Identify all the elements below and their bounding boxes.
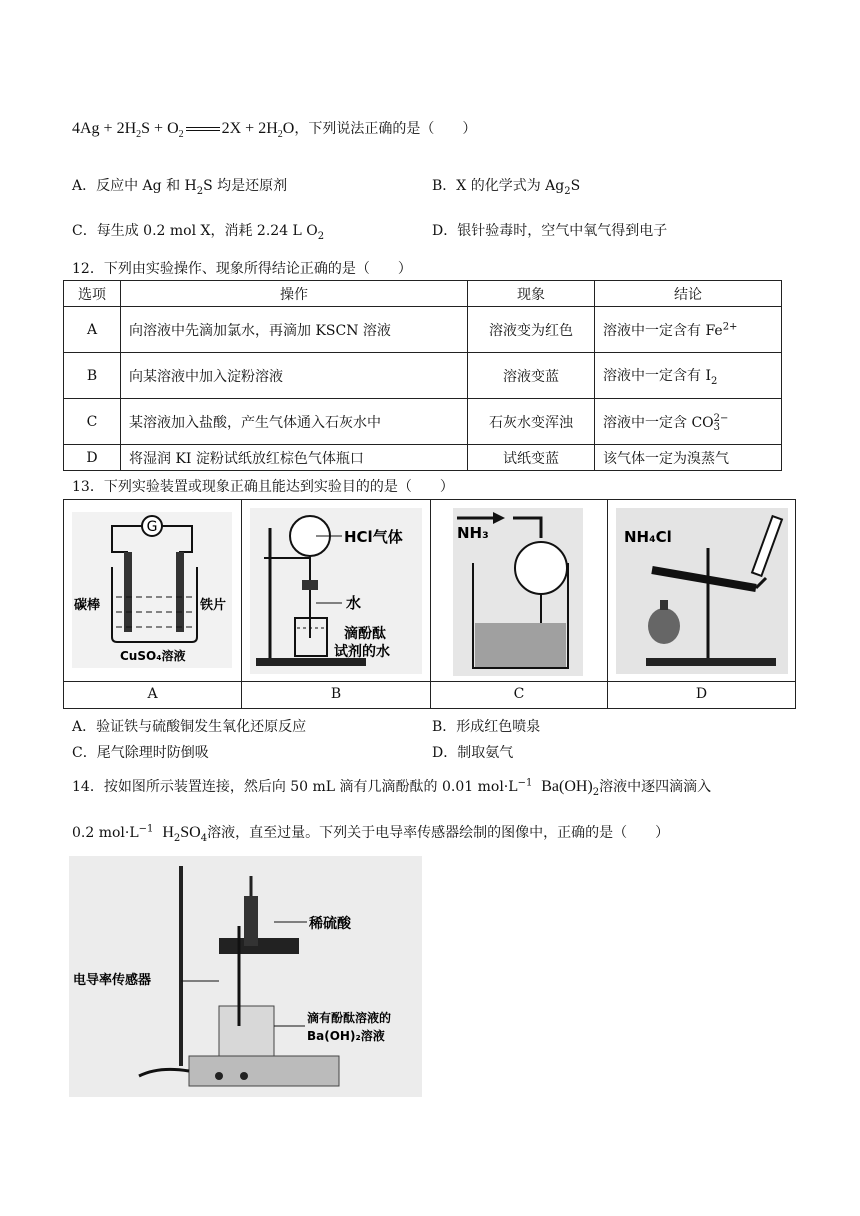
cell-operation: 向某溶液中加入淀粉溶液: [121, 353, 468, 399]
solution-label-1: 滴有酚酞溶液的: [307, 1011, 392, 1025]
q11-option-b: B．X 的化学式为 $Ag_2S$: [432, 178, 581, 197]
q11-option-a: A．反应中 Ag 和 $H_2S$ 均是还原剂: [72, 178, 288, 197]
cell-option: D: [64, 445, 121, 471]
q13-figure-grid: [63, 499, 796, 709]
solution-label-2: Ba(OH)₂溶液: [307, 1029, 385, 1043]
nh3-label: NH₃: [457, 524, 489, 542]
q14-stem-line1: 14．按如图所示装置连接，然后向 50 mL 滴有几滴酚酞的 0.01 $mol\cdot L^{-1}$ $Ba(OH)_2$溶液中逐四滴滴入: [72, 777, 712, 798]
table-row: [64, 445, 782, 471]
header-cell: 结论: [595, 281, 782, 307]
figure-label-c: C: [513, 686, 525, 702]
q13-stem: 13．下列实验装置或现象正确且能达到实验目的的是（ ）: [72, 479, 454, 495]
cell-option: A: [64, 307, 121, 353]
hcl-gas-label: HCl气体: [344, 528, 403, 546]
phenolphthalein-label-1: 滴酚酞: [344, 626, 386, 642]
cell-option: B: [64, 353, 121, 399]
cell-phenomenon: 溶液变蓝: [468, 353, 595, 399]
table-row: [64, 353, 782, 399]
sensor-label: 电导率传感器: [73, 973, 152, 988]
header-cell: 操作: [121, 281, 468, 307]
header-cell: 现象: [468, 281, 595, 307]
cell-conclusion: 溶液中一定含有 $I_2$: [595, 353, 782, 399]
q13-option-d: D．制取氨气: [432, 745, 514, 761]
q14-apparatus-photo: [69, 856, 422, 1097]
equals-arrow-icon: [186, 127, 220, 131]
table-header-row: [64, 281, 782, 307]
cell-operation: 某溶液加入盐酸，产生气体通入石灰水中: [121, 399, 468, 445]
cell-conclusion: 溶液中一定含有 $Fe^{2+}$: [595, 307, 782, 353]
q11-option-d: D．银针验毒时，空气中氧气得到电子: [432, 223, 668, 239]
q13-option-a: A．验证铁与硫酸铜发生氧化还原反应: [72, 719, 307, 735]
q14-stem-line2: 0.2 $mol\cdot L^{-1}$ $H_2SO_4$溶液，直至过量。下列关于电导率传感器绘制的图像中，正确的是（ ）: [72, 823, 670, 844]
galvanometer-label: G: [146, 519, 158, 535]
cell-conclusion: 溶液中一定含 CO2− 3: [595, 399, 782, 445]
cell-operation: 向溶液中先滴加氯水，再滴加 KSCN 溶液: [121, 307, 468, 353]
table-row: [64, 307, 782, 353]
q13-option-b: B．形成红色喷泉: [432, 719, 541, 735]
cell-phenomenon: 试纸变蓝: [468, 445, 595, 471]
header-cell: 选项: [64, 281, 121, 307]
cell-option: C: [64, 399, 121, 445]
figure-a-apparatus: [72, 512, 232, 668]
q11-option-c: C．每生成 0.2 mol X，消耗 2.24 L $O_2$: [72, 223, 325, 242]
cell-phenomenon: 石灰水变浑浊: [468, 399, 595, 445]
q11-equation: $4Ag + 2H_2S + O_2$ $2X + 2H_2O$，下列说法正确的是（ ）: [72, 120, 477, 141]
cell-conclusion: 该气体一定为溴蒸气: [595, 445, 782, 471]
iron-sheet-label: 铁片: [200, 598, 227, 613]
table-row: [64, 399, 782, 445]
carbon-rod-label: 碳棒: [74, 598, 101, 613]
arrow-right-icon: [493, 512, 505, 524]
figure-label-a: A: [147, 686, 158, 702]
cell-phenomenon: 溶液变为红色: [468, 307, 595, 353]
water-label: 水: [346, 594, 362, 612]
figure-d-apparatus: [616, 508, 788, 674]
cuso4-label: CuSO₄溶液: [120, 649, 186, 663]
q13-option-c: C．尾气除理时防倒吸: [72, 745, 209, 761]
cell-operation: 将湿润 KI 淀粉试纸放红棕色气体瓶口: [121, 445, 468, 471]
figure-b-apparatus: [250, 508, 422, 674]
q12-table: [63, 280, 782, 471]
nh4cl-label: NH₄Cl: [624, 528, 672, 546]
dilute-acid-label: 稀硫酸: [309, 916, 351, 932]
figure-label-d: D: [695, 686, 708, 702]
phenolphthalein-label-2: 试剂的水: [334, 644, 390, 660]
figure-c-apparatus: [453, 508, 583, 676]
q12-stem: 12．下列由实验操作、现象所得结论正确的是（ ）: [72, 261, 412, 277]
figure-label-b: B: [330, 686, 342, 702]
